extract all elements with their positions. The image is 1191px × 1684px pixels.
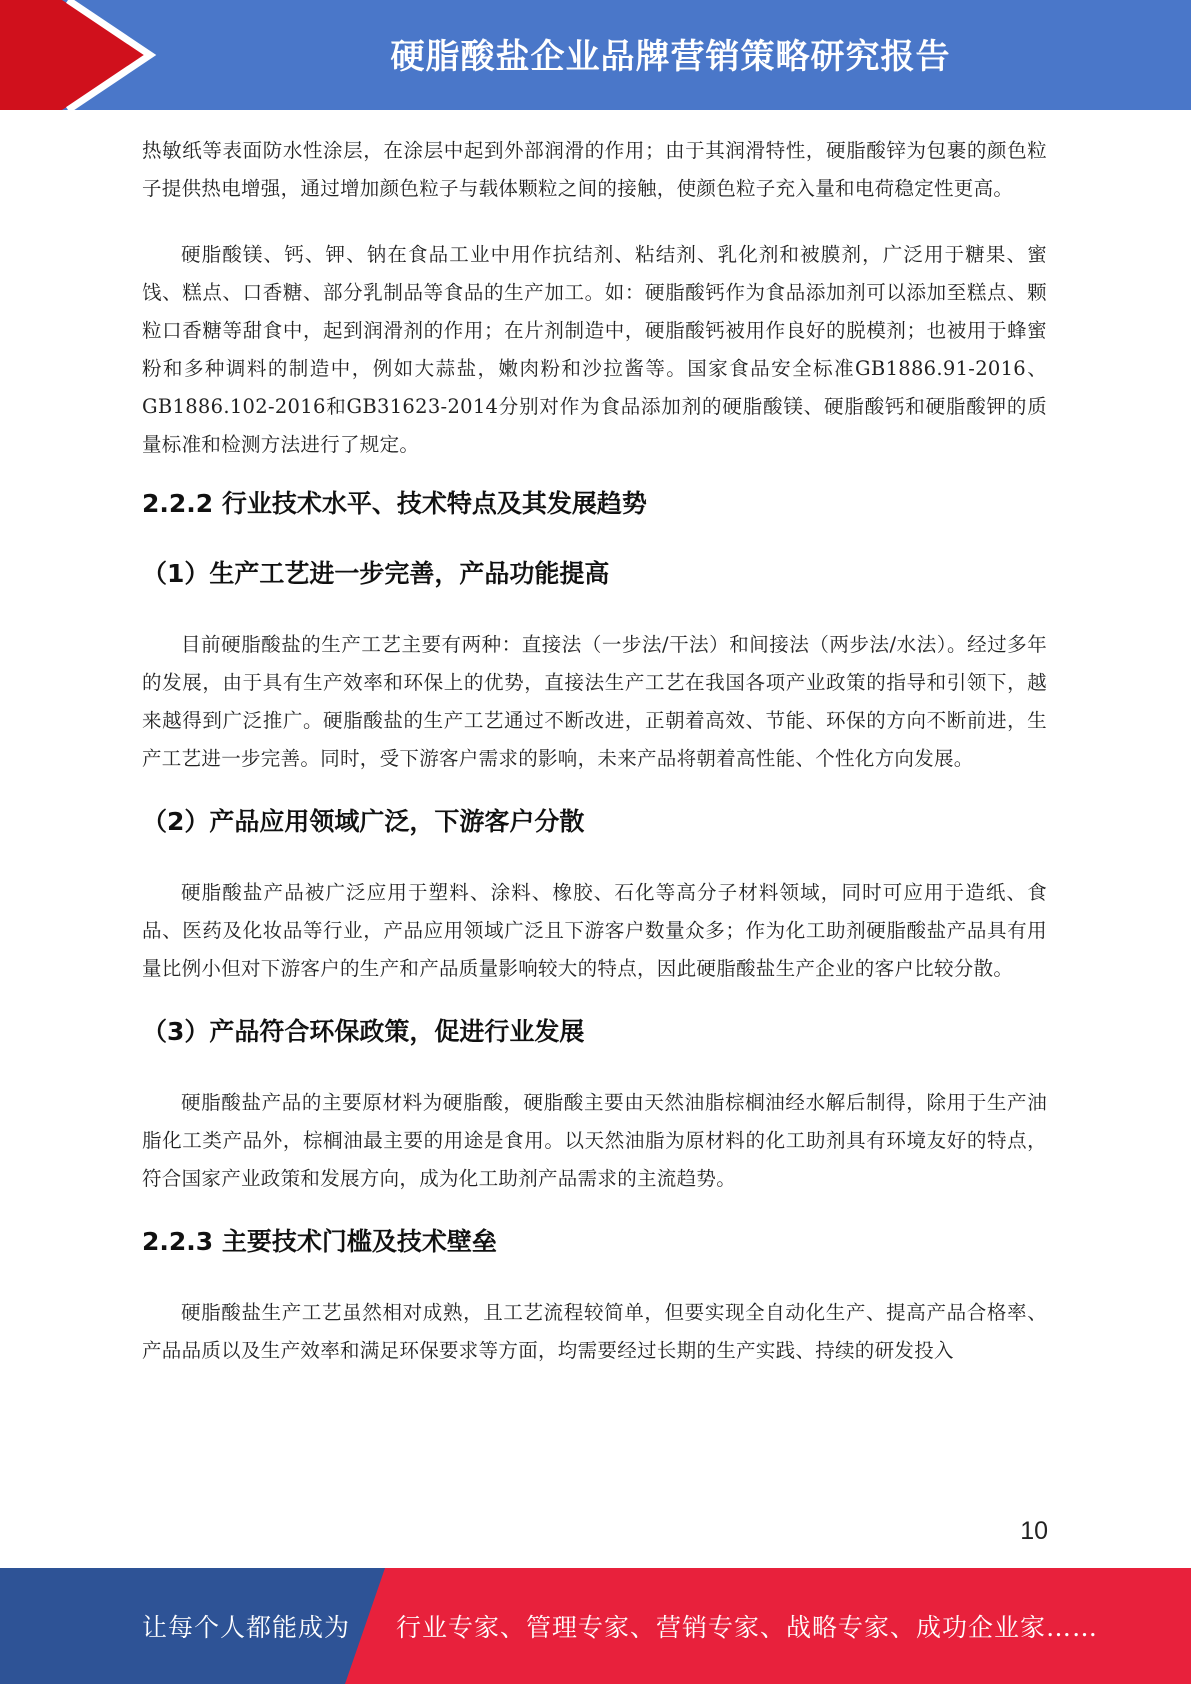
- paragraph: 硬脂酸盐产品被广泛应用于塑料、涂料、橡胶、石化等高分子材料领域，同时可应用于造纸、食品、医药及化妆品等行业，产品应用领域广泛且下游客户数量众多；作为化工助剂硬脂酸盐产品具有用量比例小但对下游客户的生产和产品质量影响较大的特点，因此硬脂酸盐生产企业的客户比较分散。: [142, 881, 1047, 980]
- paragraph: 热敏纸等表面防水性涂层，在涂层中起到外部润滑的作用；由于其润滑特性，硬脂酸锌为包裹的颜色粒子提供热电增强，通过增加颜色粒子与载体颗粒之间的接触，使颜色粒子充入量和电荷稳定性更高。: [142, 139, 1047, 200]
- section-heading: 2.2.3 主要技术门槛及技术壁垒: [142, 1227, 497, 1256]
- subsection-heading: （1）生产工艺进一步完善，产品功能提高: [142, 559, 610, 588]
- page-header: [0, 0, 1191, 110]
- document-body: [142, 132, 1047, 1370]
- page-footer: [0, 1568, 1191, 1684]
- footer-slogan-right: 行业专家、管理专家、营销专家、战略专家、成功企业家……: [396, 1613, 1099, 1642]
- footer-slogan-left: 让每个人都能成为: [142, 1613, 351, 1642]
- paragraph: 硬脂酸盐产品的主要原材料为硬脂酸，硬脂酸主要由天然油脂棕榈油经水解后制得，除用于生产油脂化工类产品外，棕榈油最主要的用途是食用。以天然油脂为原材料的化工助剂具有环境友好的特点，符合国家产业政策和发展方向，成为化工助剂产品需求的主流趋势。: [142, 1091, 1047, 1190]
- subsection-heading: （2）产品应用领域广泛，下游客户分散: [142, 807, 585, 836]
- subsection-heading: （3）产品符合环保政策，促进行业发展: [142, 1017, 585, 1046]
- paragraph: 目前硬脂酸盐的生产工艺主要有两种：直接法（一步法/干法）和间接法（两步法/水法）。经过多年的发展，由于具有生产效率和环保上的优势，直接法生产工艺在我国各项产业政策的指导和引领下，越来越得到广泛推广。硬脂酸盐的生产工艺通过不断改进，正朝着高效、节能、环保的方向不断前进，生产工艺进一步完善。同时，受下游客户需求的影响，未来产品将朝着高性能、个性化方向发展。: [142, 633, 1047, 770]
- page-number: 10: [1020, 1517, 1048, 1545]
- section-heading: 2.2.2 行业技术水平、技术特点及其发展趋势: [142, 489, 647, 518]
- paragraph: 硬脂酸盐生产工艺虽然相对成熟，且工艺流程较简单，但要实现全自动化生产、提高产品合格率、产品品质以及生产效率和满足环保要求等方面，均需要经过长期的生产实践、持续的研发投入: [142, 1301, 1047, 1362]
- paragraph: 硬脂酸镁、钙、钾、钠在食品工业中用作抗结剂、粘结剂、乳化剂和被膜剂，广泛用于糖果、蜜饯、糕点、口香糖、部分乳制品等食品的生产加工。如：硬脂酸钙作为食品添加剂可以添加至糕点、颗粒口香糖等甜食中，起到润滑剂的作用；在片剂制造中，硬脂酸钙被用作良好的脱模剂；也被用于蜂蜜粉和多种调料的制造中，例如大蒜盐，嫩肉粉和沙拉酱等。国家食品安全标准GB1886.91-2016、GB1886.102-2016和GB31623-2014分别对作为食品添加剂的硬脂酸镁、硬脂酸钙和硬脂酸钾的质量标准和检测方法进行了规定。: [142, 243, 1047, 456]
- header-title: 硬脂酸盐企业品牌营销策略研究报告: [390, 36, 951, 77]
